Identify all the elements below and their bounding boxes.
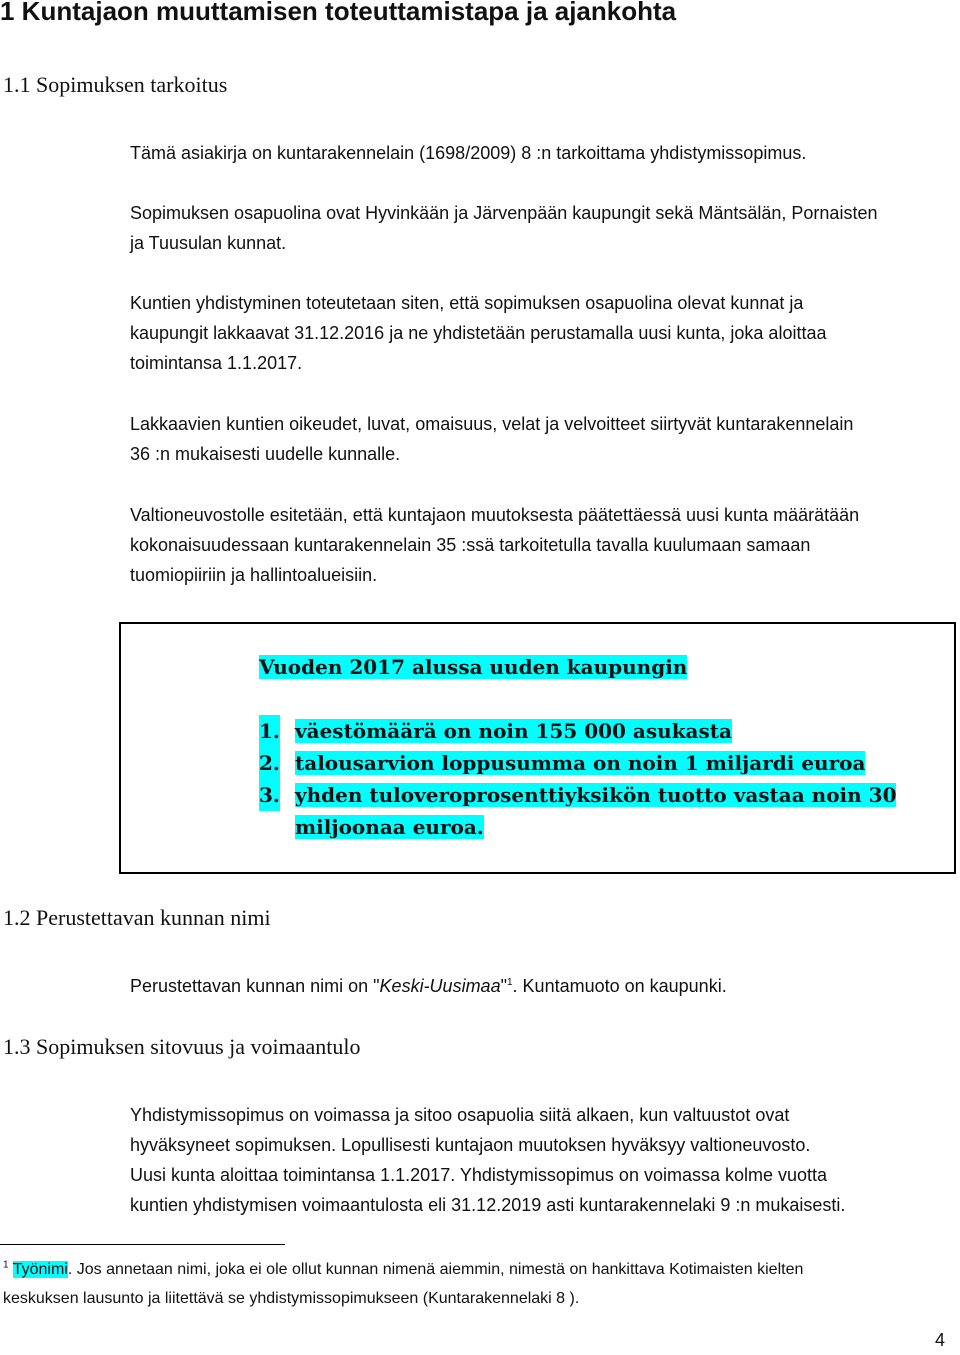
name-text-before: Perustettavan kunnan nimi on " — [130, 976, 380, 996]
paragraph-line: Valtioneuvostolle esitetään, että kuntajaon muutoksesta päätettäessä uusi kunta määrätään — [130, 505, 860, 525]
highlighted-text: Vuoden 2017 alussa uuden kaupungin — [259, 655, 688, 679]
paragraph-line: Uusi kunta aloittaa toimintansa 1.1.2017. Yhdistymissopimus on voimassa kolme vuotta — [130, 1165, 828, 1185]
paragraph-line: Sopimuksen osapuolina ovat Hyvinkään ja Järvenpään kaupungit sekä Mäntsälän, Pornaisten — [130, 203, 878, 223]
paragraph-line: hyväksyneet sopimuksen. Lopullisesti kuntajaon muutoksen hyväksyy valtioneuvosto. — [130, 1135, 811, 1155]
footnote-number: 1 — [3, 1259, 9, 1271]
footnote-line: keskuksen lausunto ja liitettävä se yhdistymissopimukseen (Kuntarakennelaki 8 ). — [3, 1290, 580, 1307]
page-number: 4 — [935, 1330, 946, 1350]
highlight-list-item — [259, 715, 896, 747]
highlight-list-item — [259, 747, 896, 779]
section-1-1-title: 1.1 Sopimuksen tarkoitus — [3, 72, 228, 97]
footnote-text: . Jos annetaan nimi, joka ei ole ollut kunnan nimenä aiemmin, nimestä on hankittava Kotimaisten kielten — [67, 1261, 804, 1278]
paragraph-line: 36 :n mukaisesti uudelle kunnalle. — [130, 444, 401, 464]
paragraph-parties — [130, 198, 950, 258]
highlighted-text: miljoonaa euroa. — [295, 815, 484, 839]
footnote — [3, 1255, 953, 1313]
paragraph-line: kuntien yhdistymisen voimaantulosta eli 31.12.2019 asti kuntarakennelaki 9 :n mukaisesti. — [130, 1195, 846, 1215]
highlighted-text: väestömäärä on noin 155 000 asukasta — [295, 719, 732, 743]
highlight-box-title — [259, 652, 687, 682]
document-heading: 1 Kuntajaon muuttamisen toteuttamistapa ja ajankohta — [0, 0, 677, 26]
list-number: 3. — [259, 779, 280, 811]
list-number: 2. — [259, 747, 280, 779]
paragraph-line: Lakkaavien kuntien oikeudet, luvat, omaisuus, velat ja velvoitteet siirtyvät kuntarakennelain — [130, 414, 854, 434]
highlight-list — [259, 715, 896, 843]
paragraph-line: kaupungit lakkaavat 31.12.2016 ja ne yhdistetään perustamalla uusi kunta, joka aloittaa — [130, 323, 827, 343]
footnote-reference[interactable]: 1 — [506, 977, 513, 988]
name-quote: " — [500, 976, 507, 996]
list-number: 1. — [259, 715, 280, 747]
section-1-2-title: 1.2 Perustettavan kunnan nimi — [3, 905, 271, 930]
highlight-list-item — [259, 779, 896, 843]
paragraph-merger — [130, 288, 950, 378]
paragraph-line: Yhdistymissopimus on voimassa ja sitoo osapuolia siitä alkaen, kun valtuustot ovat — [130, 1105, 790, 1125]
footnote-label: Työnimi — [12, 1261, 68, 1278]
paragraph-rights — [130, 409, 950, 469]
paragraph-line: Tämä asiakirja on kuntarakennelain (1698/2009) 8 :n tarkoittama yhdistymissopimus. — [130, 143, 807, 163]
highlighted-text: yhden tuloveroprosenttiyksikön tuotto vastaa noin 30 — [295, 783, 897, 807]
paragraph-line: kokonaisuudessaan kuntarakennelain 35 :ssä tarkoitetulla tavalla kuulumaan samaan — [130, 535, 811, 555]
highlight-box — [119, 622, 956, 874]
paragraph-line: tuomiopiiriin ja hallintoalueisiin. — [130, 565, 378, 585]
city-name: Keski-Uusimaa — [379, 976, 501, 996]
paragraph-line: toimintansa 1.1.2017. — [130, 353, 303, 373]
name-text-after: . Kuntamuoto on kaupunki. — [512, 976, 727, 996]
paragraph-line: Kuntien yhdistyminen toteutetaan siten, että sopimuksen osapuolina olevat kunnat ja — [130, 293, 804, 313]
paragraph-line — [130, 971, 950, 1001]
paragraph-government — [130, 500, 950, 590]
footnote-divider — [0, 1244, 285, 1245]
paragraph-purpose — [130, 138, 950, 168]
paragraph-line: ja Tuusulan kunnat. — [130, 233, 287, 253]
footnote-line — [3, 1255, 953, 1284]
paragraph-name — [130, 971, 950, 1001]
paragraph-validity — [130, 1100, 950, 1220]
highlighted-text: talousarvion loppusumma on noin 1 miljardi euroa — [295, 751, 866, 775]
section-1-3-title: 1.3 Sopimuksen sitovuus ja voimaantulo — [3, 1034, 361, 1059]
